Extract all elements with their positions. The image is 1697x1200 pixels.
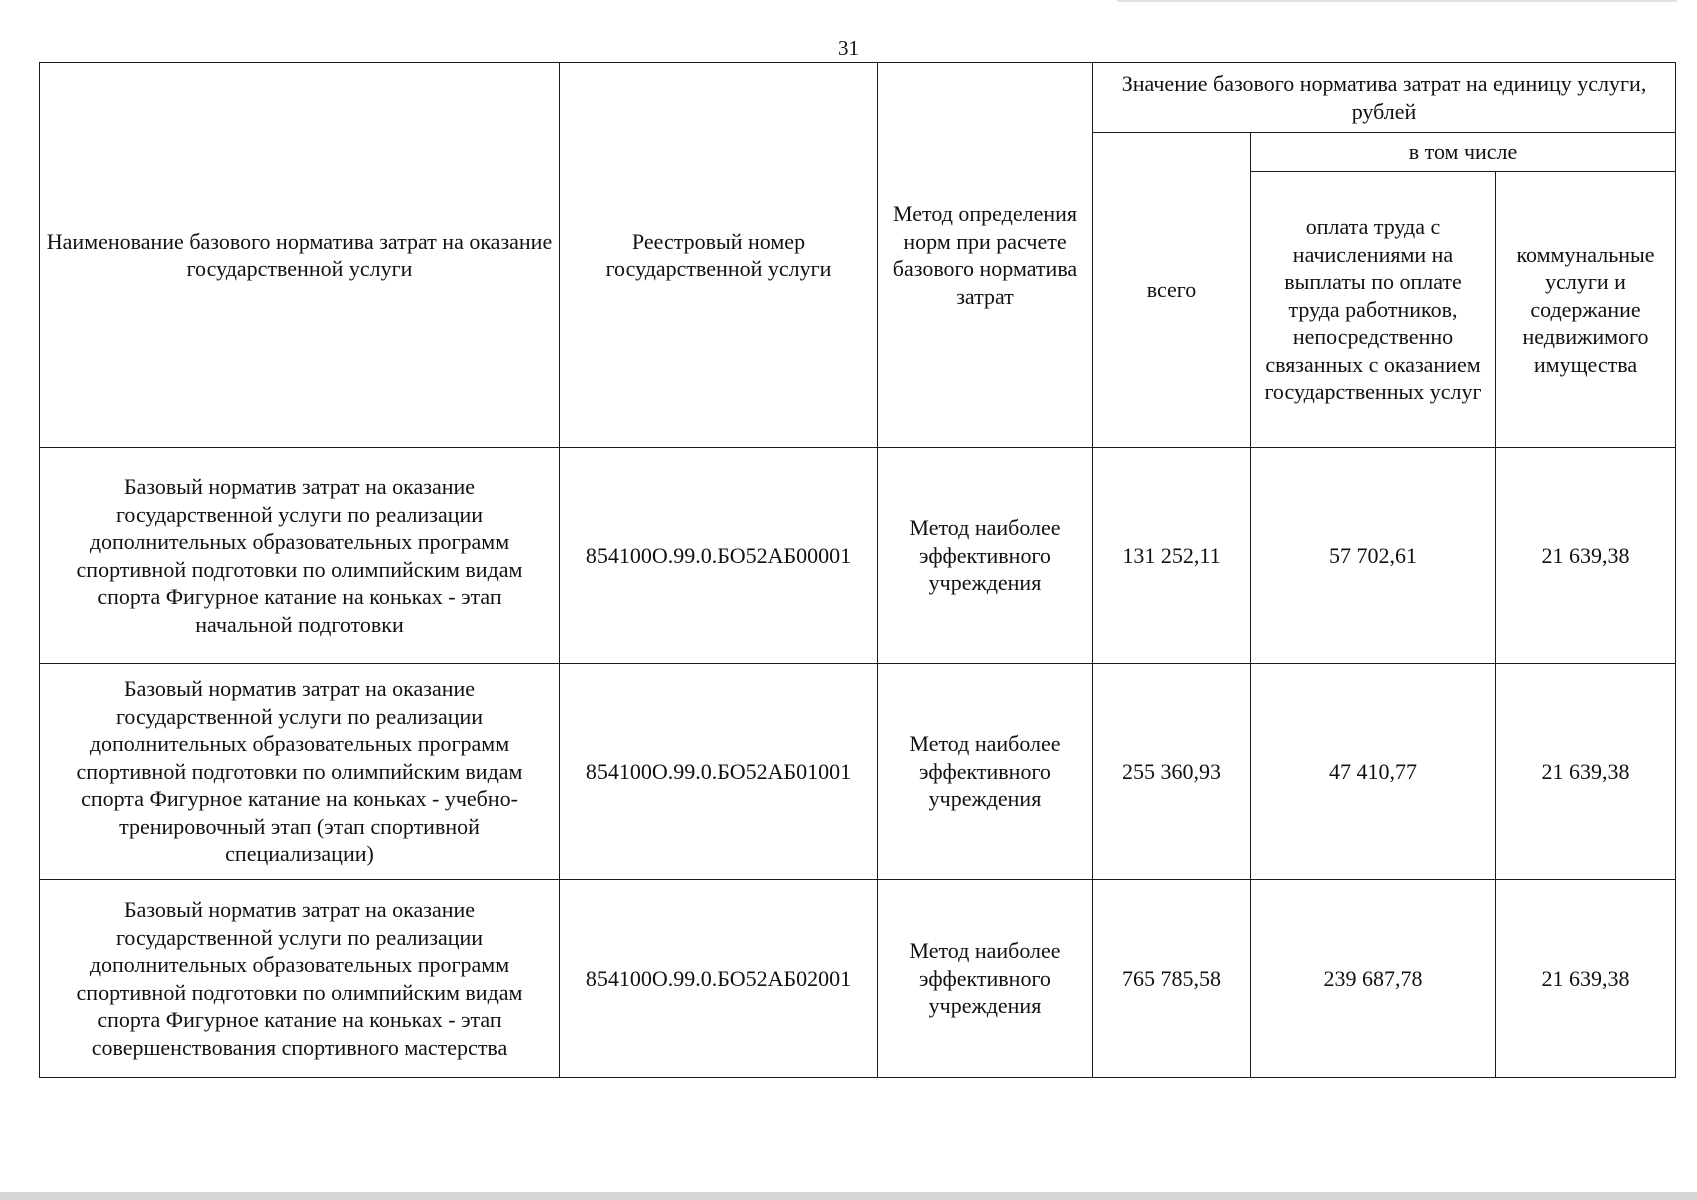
header-name: Наименование базового норматива затрат на оказание государственной услуги xyxy=(40,63,560,448)
row-method: Метод наиболее эффективного учреждения xyxy=(878,664,1093,880)
table-row xyxy=(40,664,1676,880)
row-name: Базовый норматив затрат на оказание государственной услуги по реализации дополнительных образовательных программ спортивной подготовки по олимпийским видам спорта Фигурное катание на коньках - этап начальной подготовки xyxy=(40,448,560,664)
header-value-group: Значение базового норматива затрат на единицу услуги, рублей xyxy=(1093,63,1676,133)
row-registry-number: 854100О.99.0.БО52АБ01001 xyxy=(560,664,878,880)
row-method: Метод наиболее эффективного учреждения xyxy=(878,880,1093,1078)
row-registry-number: 854100О.99.0.БО52АБ02001 xyxy=(560,880,878,1078)
header-row-top xyxy=(40,63,1676,133)
header-registry-number: Реестровый номер государственной услуги xyxy=(560,63,878,448)
header-method: Метод определения норм при расчете базового норматива затрат xyxy=(878,63,1093,448)
row-labor: 47 410,77 xyxy=(1251,664,1496,880)
row-utilities: 21 639,38 xyxy=(1496,664,1676,880)
header-including: в том числе xyxy=(1251,133,1676,172)
scan-edge-line xyxy=(1117,0,1677,2)
table-row xyxy=(40,880,1676,1078)
row-total: 131 252,11 xyxy=(1093,448,1251,664)
page-number: 31 xyxy=(838,36,859,60)
row-name: Базовый норматив затрат на оказание государственной услуги по реализации дополнительных образовательных программ спортивной подготовки по олимпийским видам спорта Фигурное катание на коньках - этап совершенствования спортивного мастерства xyxy=(40,880,560,1078)
table-row xyxy=(40,448,1676,664)
scan-bottom-edge xyxy=(0,1192,1697,1200)
header-utilities: коммунальные услуги и содержание недвижимого имущества xyxy=(1496,172,1676,448)
row-utilities: 21 639,38 xyxy=(1496,448,1676,664)
row-registry-number: 854100О.99.0.БО52АБ00001 xyxy=(560,448,878,664)
row-labor: 239 687,78 xyxy=(1251,880,1496,1078)
row-labor: 57 702,61 xyxy=(1251,448,1496,664)
header-total: всего xyxy=(1093,133,1251,448)
row-method: Метод наиболее эффективного учреждения xyxy=(878,448,1093,664)
row-utilities: 21 639,38 xyxy=(1496,880,1676,1078)
row-name: Базовый норматив затрат на оказание государственной услуги по реализации дополнительных образовательных программ спортивной подготовки по олимпийским видам спорта Фигурное катание на коньках - учебно-тренировочный этап (этап спортивной специализации) xyxy=(40,664,560,880)
row-total: 765 785,58 xyxy=(1093,880,1251,1078)
cost-norms-table xyxy=(39,62,1676,1078)
row-total: 255 360,93 xyxy=(1093,664,1251,880)
header-labor: оплата труда с начислениями на выплаты по оплате труда работников, непосредственно связанных с оказанием государственных услуг xyxy=(1251,172,1496,448)
